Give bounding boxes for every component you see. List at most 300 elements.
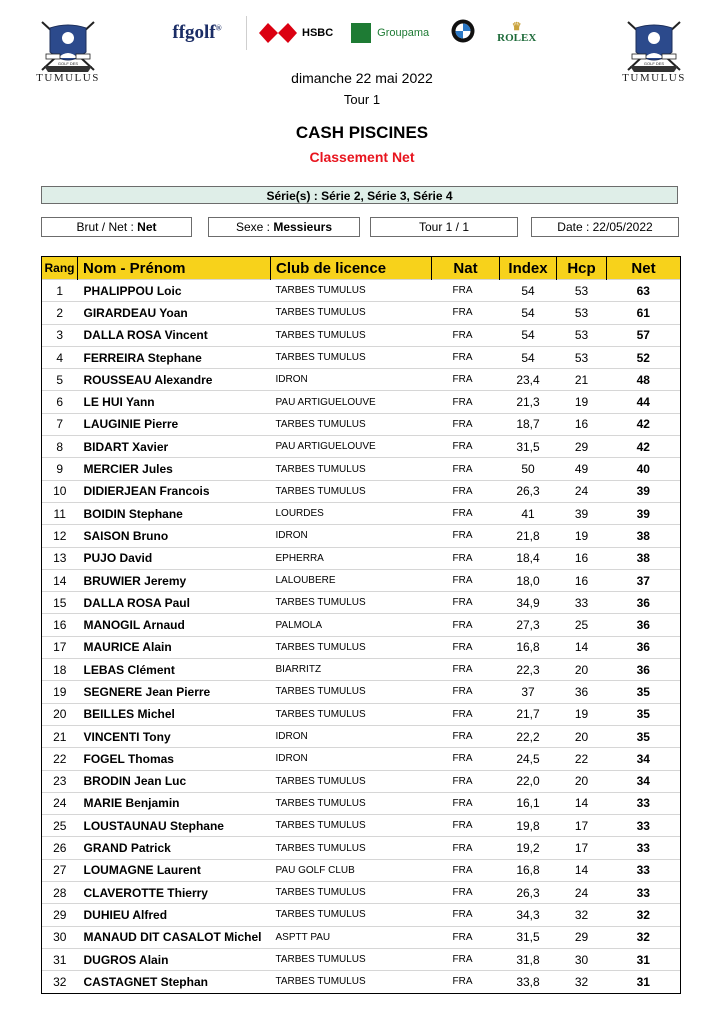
index-cell: 22,3 bbox=[500, 659, 557, 681]
player-name-cell: BOIDIN Stephane bbox=[78, 502, 271, 524]
club-cell: TARBES TUMULUS bbox=[271, 837, 432, 859]
club-cell: TARBES TUMULUS bbox=[271, 971, 432, 993]
handicap-cell: 14 bbox=[557, 636, 607, 658]
net-score-cell: 38 bbox=[607, 525, 681, 547]
table-body bbox=[42, 280, 681, 994]
club-logo-small-text: GOLF DES bbox=[643, 61, 665, 66]
rank-cell: 28 bbox=[42, 882, 78, 904]
rank-cell: 20 bbox=[42, 703, 78, 725]
index-cell: 54 bbox=[500, 302, 557, 324]
table-row bbox=[42, 837, 681, 859]
nationality-cell: FRA bbox=[432, 480, 500, 502]
event-date: dimanche 22 mai 2022 bbox=[291, 70, 433, 86]
nationality-cell: FRA bbox=[432, 346, 500, 368]
table-row bbox=[42, 681, 681, 703]
results-table bbox=[41, 256, 681, 994]
player-name-cell: LE HUI Yann bbox=[78, 391, 271, 413]
player-name-cell: FOGEL Thomas bbox=[78, 748, 271, 770]
club-cell: TARBES TUMULUS bbox=[271, 324, 432, 346]
player-name-cell: MANOGIL Arnaud bbox=[78, 614, 271, 636]
table-row bbox=[42, 391, 681, 413]
nationality-cell: FRA bbox=[432, 882, 500, 904]
table-row bbox=[42, 569, 681, 591]
club-cell: IDRON bbox=[271, 525, 432, 547]
handicap-cell: 53 bbox=[557, 324, 607, 346]
groupama-logo bbox=[351, 23, 429, 43]
net-score-cell: 31 bbox=[607, 971, 681, 993]
net-score-cell: 42 bbox=[607, 436, 681, 458]
net-score-cell: 33 bbox=[607, 859, 681, 881]
index-cell: 27,3 bbox=[500, 614, 557, 636]
rank-cell: 3 bbox=[42, 324, 78, 346]
nationality-cell: FRA bbox=[432, 748, 500, 770]
crown-icon: ♛ bbox=[511, 21, 522, 33]
net-score-cell: 33 bbox=[607, 882, 681, 904]
handicap-cell: 24 bbox=[557, 480, 607, 502]
col-header-nat: Nat bbox=[432, 257, 500, 280]
player-name-cell: DALLA ROSA Paul bbox=[78, 592, 271, 614]
net-score-cell: 34 bbox=[607, 770, 681, 792]
player-name-cell: MARIE Benjamin bbox=[78, 792, 271, 814]
club-cell: TARBES TUMULUS bbox=[271, 413, 432, 435]
club-cell: TARBES TUMULUS bbox=[271, 770, 432, 792]
series-banner: Série(s) : Série 2, Série 3, Série 4 bbox=[41, 186, 678, 204]
table-row bbox=[42, 636, 681, 658]
rank-cell: 1 bbox=[42, 280, 78, 302]
handicap-cell: 20 bbox=[557, 770, 607, 792]
nationality-cell: FRA bbox=[432, 926, 500, 948]
nationality-cell: FRA bbox=[432, 436, 500, 458]
index-cell: 31,5 bbox=[500, 926, 557, 948]
nationality-cell: FRA bbox=[432, 592, 500, 614]
net-score-cell: 44 bbox=[607, 391, 681, 413]
tour-box: Tour 1 / 1 bbox=[370, 217, 518, 237]
club-cell: TARBES TUMULUS bbox=[271, 681, 432, 703]
table-row bbox=[42, 458, 681, 480]
sexe-value: Messieurs bbox=[273, 220, 333, 234]
event-round: Tour 1 bbox=[343, 92, 381, 107]
nationality-cell: FRA bbox=[432, 725, 500, 747]
player-name-cell: DUHIEU Alfred bbox=[78, 904, 271, 926]
net-score-cell: 32 bbox=[607, 904, 681, 926]
nationality-cell: FRA bbox=[432, 815, 500, 837]
player-name-cell: SAISON Bruno bbox=[78, 525, 271, 547]
club-cell: TARBES TUMULUS bbox=[271, 948, 432, 970]
player-name-cell: BIDART Xavier bbox=[78, 436, 271, 458]
index-cell: 22,0 bbox=[500, 770, 557, 792]
net-score-cell: 36 bbox=[607, 614, 681, 636]
index-cell: 16,8 bbox=[500, 636, 557, 658]
nationality-cell: FRA bbox=[432, 859, 500, 881]
table-row bbox=[42, 859, 681, 881]
net-score-cell: 39 bbox=[607, 502, 681, 524]
nationality-cell: FRA bbox=[432, 458, 500, 480]
col-header-nom: Nom - Prénom bbox=[78, 257, 271, 280]
rank-cell: 8 bbox=[42, 436, 78, 458]
club-cell: PAU ARTIGUELOUVE bbox=[271, 391, 432, 413]
handicap-cell: 25 bbox=[557, 614, 607, 636]
nationality-cell: FRA bbox=[432, 837, 500, 859]
index-cell: 50 bbox=[500, 458, 557, 480]
net-score-cell: 35 bbox=[607, 725, 681, 747]
rank-cell: 6 bbox=[42, 391, 78, 413]
net-score-cell: 61 bbox=[607, 302, 681, 324]
table-row bbox=[42, 725, 681, 747]
nationality-cell: FRA bbox=[432, 948, 500, 970]
table-row bbox=[42, 703, 681, 725]
golf-crest-icon bbox=[36, 18, 100, 74]
handicap-cell: 49 bbox=[557, 458, 607, 480]
table-row bbox=[42, 592, 681, 614]
table-row bbox=[42, 369, 681, 391]
club-cell: TARBES TUMULUS bbox=[271, 346, 432, 368]
player-name-cell: PUJO David bbox=[78, 547, 271, 569]
handicap-cell: 32 bbox=[557, 904, 607, 926]
table-row bbox=[42, 480, 681, 502]
handicap-cell: 32 bbox=[557, 971, 607, 993]
net-score-cell: 36 bbox=[607, 636, 681, 658]
handicap-cell: 21 bbox=[557, 369, 607, 391]
date-box: Date : 22/05/2022 bbox=[531, 217, 679, 237]
player-name-cell: PHALIPPOU Loic bbox=[78, 280, 271, 302]
club-cell: TARBES TUMULUS bbox=[271, 636, 432, 658]
nationality-cell: FRA bbox=[432, 636, 500, 658]
net-score-cell: 38 bbox=[607, 547, 681, 569]
club-cell: LOURDES bbox=[271, 502, 432, 524]
groupama-square-icon bbox=[351, 23, 371, 43]
club-name: TUMULUS bbox=[622, 72, 686, 84]
index-cell: 54 bbox=[500, 346, 557, 368]
rank-cell: 2 bbox=[42, 302, 78, 324]
table-row bbox=[42, 904, 681, 926]
net-score-cell: 33 bbox=[607, 837, 681, 859]
player-name-cell: FERREIRA Stephane bbox=[78, 346, 271, 368]
index-cell: 19,2 bbox=[500, 837, 557, 859]
nationality-cell: FRA bbox=[432, 569, 500, 591]
net-score-cell: 52 bbox=[607, 346, 681, 368]
hsbc-hexagon-icon bbox=[259, 23, 297, 43]
index-cell: 34,3 bbox=[500, 904, 557, 926]
club-cell: TARBES TUMULUS bbox=[271, 904, 432, 926]
index-cell: 18,0 bbox=[500, 569, 557, 591]
player-name-cell: MAURICE Alain bbox=[78, 636, 271, 658]
index-cell: 21,8 bbox=[500, 525, 557, 547]
rank-cell: 24 bbox=[42, 792, 78, 814]
nationality-cell: FRA bbox=[432, 502, 500, 524]
player-name-cell: BRUWIER Jeremy bbox=[78, 569, 271, 591]
handicap-cell: 33 bbox=[557, 592, 607, 614]
index-cell: 18,7 bbox=[500, 413, 557, 435]
handicap-cell: 19 bbox=[557, 391, 607, 413]
index-cell: 54 bbox=[500, 280, 557, 302]
index-cell: 37 bbox=[500, 681, 557, 703]
table-row bbox=[42, 882, 681, 904]
nationality-cell: FRA bbox=[432, 904, 500, 926]
index-cell: 22,2 bbox=[500, 725, 557, 747]
rank-cell: 22 bbox=[42, 748, 78, 770]
player-name-cell: LAUGINIE Pierre bbox=[78, 413, 271, 435]
table-row bbox=[42, 502, 681, 524]
player-name-cell: SEGNERE Jean Pierre bbox=[78, 681, 271, 703]
rank-cell: 26 bbox=[42, 837, 78, 859]
handicap-cell: 19 bbox=[557, 703, 607, 725]
index-cell: 18,4 bbox=[500, 547, 557, 569]
player-name-cell: LEBAS Clément bbox=[78, 659, 271, 681]
player-name-cell: GIRARDEAU Yoan bbox=[78, 302, 271, 324]
table-row bbox=[42, 770, 681, 792]
player-name-cell: CASTAGNET Stephan bbox=[78, 971, 271, 993]
nationality-cell: FRA bbox=[432, 302, 500, 324]
handicap-cell: 16 bbox=[557, 569, 607, 591]
handicap-cell: 20 bbox=[557, 725, 607, 747]
nationality-cell: FRA bbox=[432, 280, 500, 302]
index-cell: 23,4 bbox=[500, 369, 557, 391]
player-name-cell: MERCIER Jules bbox=[78, 458, 271, 480]
net-score-cell: 57 bbox=[607, 324, 681, 346]
rank-cell: 25 bbox=[42, 815, 78, 837]
sexe-box bbox=[208, 217, 360, 237]
handicap-cell: 16 bbox=[557, 413, 607, 435]
rank-cell: 17 bbox=[42, 636, 78, 658]
net-score-cell: 39 bbox=[607, 480, 681, 502]
club-cell: BIARRITZ bbox=[271, 659, 432, 681]
handicap-cell: 36 bbox=[557, 681, 607, 703]
rank-cell: 12 bbox=[42, 525, 78, 547]
table-row bbox=[42, 525, 681, 547]
index-cell: 24,5 bbox=[500, 748, 557, 770]
rank-cell: 21 bbox=[42, 725, 78, 747]
net-score-cell: 33 bbox=[607, 792, 681, 814]
brut-net-label: Brut / Net : bbox=[76, 220, 134, 234]
net-score-cell: 35 bbox=[607, 703, 681, 725]
player-name-cell: DALLA ROSA Vincent bbox=[78, 324, 271, 346]
rank-cell: 31 bbox=[42, 948, 78, 970]
col-header-rang: Rang bbox=[42, 257, 78, 280]
net-score-cell: 42 bbox=[607, 413, 681, 435]
handicap-cell: 22 bbox=[557, 748, 607, 770]
table-row bbox=[42, 346, 681, 368]
handicap-cell: 19 bbox=[557, 525, 607, 547]
index-cell: 21,7 bbox=[500, 703, 557, 725]
rank-cell: 27 bbox=[42, 859, 78, 881]
handicap-cell: 14 bbox=[557, 792, 607, 814]
rank-cell: 29 bbox=[42, 904, 78, 926]
index-cell: 16,1 bbox=[500, 792, 557, 814]
nationality-cell: FRA bbox=[432, 770, 500, 792]
table-row bbox=[42, 926, 681, 948]
rank-cell: 16 bbox=[42, 614, 78, 636]
club-cell: PAU GOLF CLUB bbox=[271, 859, 432, 881]
club-cell: TARBES TUMULUS bbox=[271, 792, 432, 814]
handicap-cell: 30 bbox=[557, 948, 607, 970]
bmw-roundel-icon bbox=[451, 19, 475, 43]
player-name-cell: ROUSSEAU Alexandre bbox=[78, 369, 271, 391]
table-row bbox=[42, 324, 681, 346]
player-name-cell: VINCENTI Tony bbox=[78, 725, 271, 747]
club-cell: IDRON bbox=[271, 725, 432, 747]
table-header-row bbox=[42, 257, 681, 280]
hsbc-logo bbox=[259, 23, 333, 43]
handicap-cell: 17 bbox=[557, 815, 607, 837]
golf-crest-icon bbox=[622, 18, 686, 74]
club-cell: IDRON bbox=[271, 748, 432, 770]
club-cell: TARBES TUMULUS bbox=[271, 815, 432, 837]
nationality-cell: FRA bbox=[432, 547, 500, 569]
net-score-cell: 36 bbox=[607, 659, 681, 681]
nationality-cell: FRA bbox=[432, 525, 500, 547]
handicap-cell: 39 bbox=[557, 502, 607, 524]
rank-cell: 30 bbox=[42, 926, 78, 948]
table-row bbox=[42, 614, 681, 636]
net-score-cell: 48 bbox=[607, 369, 681, 391]
index-cell: 54 bbox=[500, 324, 557, 346]
player-name-cell: DUGROS Alain bbox=[78, 948, 271, 970]
net-score-cell: 63 bbox=[607, 280, 681, 302]
club-cell: TARBES TUMULUS bbox=[271, 458, 432, 480]
table-row bbox=[42, 659, 681, 681]
index-cell: 26,3 bbox=[500, 480, 557, 502]
brut-net-value: Net bbox=[137, 220, 157, 234]
player-name-cell: GRAND Patrick bbox=[78, 837, 271, 859]
rank-cell: 11 bbox=[42, 502, 78, 524]
nationality-cell: FRA bbox=[432, 391, 500, 413]
table-row bbox=[42, 547, 681, 569]
table-row bbox=[42, 302, 681, 324]
handicap-cell: 29 bbox=[557, 926, 607, 948]
net-score-cell: 33 bbox=[607, 815, 681, 837]
index-cell: 26,3 bbox=[500, 882, 557, 904]
nationality-cell: FRA bbox=[432, 369, 500, 391]
handicap-cell: 53 bbox=[557, 280, 607, 302]
rank-cell: 5 bbox=[42, 369, 78, 391]
rank-cell: 19 bbox=[42, 681, 78, 703]
rank-cell: 7 bbox=[42, 413, 78, 435]
rank-cell: 15 bbox=[42, 592, 78, 614]
sponsor-divider bbox=[246, 16, 247, 50]
rolex-logo bbox=[497, 22, 536, 44]
player-name-cell: DIDIERJEAN Francois bbox=[78, 480, 271, 502]
rank-cell: 14 bbox=[42, 569, 78, 591]
col-header-index: Index bbox=[500, 257, 557, 280]
table-row bbox=[42, 436, 681, 458]
col-header-net: Net bbox=[607, 257, 681, 280]
club-cell: ASPTT PAU bbox=[271, 926, 432, 948]
nationality-cell: FRA bbox=[432, 659, 500, 681]
handicap-cell: 24 bbox=[557, 882, 607, 904]
index-cell: 33,8 bbox=[500, 971, 557, 993]
rank-cell: 9 bbox=[42, 458, 78, 480]
rank-cell: 23 bbox=[42, 770, 78, 792]
table-row bbox=[42, 748, 681, 770]
net-score-cell: 32 bbox=[607, 926, 681, 948]
index-cell: 34,9 bbox=[500, 592, 557, 614]
rank-cell: 4 bbox=[42, 346, 78, 368]
player-name-cell: BEILLES Michel bbox=[78, 703, 271, 725]
player-name-cell: LOUMAGNE Laurent bbox=[78, 859, 271, 881]
index-cell: 31,8 bbox=[500, 948, 557, 970]
rank-cell: 10 bbox=[42, 480, 78, 502]
club-cell: PAU ARTIGUELOUVE bbox=[271, 436, 432, 458]
table-row bbox=[42, 280, 681, 302]
net-score-cell: 34 bbox=[607, 748, 681, 770]
player-name-cell: LOUSTAUNAU Stephane bbox=[78, 815, 271, 837]
club-cell: TARBES TUMULUS bbox=[271, 480, 432, 502]
rank-cell: 18 bbox=[42, 659, 78, 681]
ffgolf-text: ffgolf bbox=[172, 22, 216, 43]
index-cell: 16,8 bbox=[500, 859, 557, 881]
handicap-cell: 17 bbox=[557, 837, 607, 859]
club-cell: PALMOLA bbox=[271, 614, 432, 636]
handicap-cell: 53 bbox=[557, 346, 607, 368]
net-score-cell: 40 bbox=[607, 458, 681, 480]
net-score-cell: 37 bbox=[607, 569, 681, 591]
player-name-cell: MANAUD DIT CASALOT Michel bbox=[78, 926, 271, 948]
ffgolf-logo: ffgolf® bbox=[172, 22, 222, 43]
nationality-cell: FRA bbox=[432, 413, 500, 435]
club-name: TUMULUS bbox=[36, 72, 100, 84]
nationality-cell: FRA bbox=[432, 703, 500, 725]
club-logo-small-text: GOLF DES bbox=[57, 61, 79, 66]
brut-net-box bbox=[41, 217, 192, 237]
net-score-cell: 31 bbox=[607, 948, 681, 970]
nationality-cell: FRA bbox=[432, 971, 500, 993]
handicap-cell: 16 bbox=[557, 547, 607, 569]
net-score-cell: 36 bbox=[607, 592, 681, 614]
club-cell: TARBES TUMULUS bbox=[271, 302, 432, 324]
rank-cell: 13 bbox=[42, 547, 78, 569]
table-row bbox=[42, 815, 681, 837]
club-cell: LALOUBERE bbox=[271, 569, 432, 591]
nationality-cell: FRA bbox=[432, 614, 500, 636]
sponsor-bar bbox=[150, 10, 578, 56]
handicap-cell: 29 bbox=[557, 436, 607, 458]
col-header-club: Club de licence bbox=[271, 257, 432, 280]
index-cell: 31,5 bbox=[500, 436, 557, 458]
table-row bbox=[42, 971, 681, 993]
net-score-cell: 35 bbox=[607, 681, 681, 703]
player-name-cell: BRODIN Jean Luc bbox=[78, 770, 271, 792]
rolex-text: ROLEX bbox=[497, 32, 537, 44]
index-cell: 19,8 bbox=[500, 815, 557, 837]
club-cell: TARBES TUMULUS bbox=[271, 882, 432, 904]
col-header-hcp: Hcp bbox=[557, 257, 607, 280]
player-name-cell: CLAVEROTTE Thierry bbox=[78, 882, 271, 904]
club-cell: TARBES TUMULUS bbox=[271, 592, 432, 614]
handicap-cell: 14 bbox=[557, 859, 607, 881]
nationality-cell: FRA bbox=[432, 324, 500, 346]
table-row bbox=[42, 792, 681, 814]
index-cell: 41 bbox=[500, 502, 557, 524]
club-cell: IDRON bbox=[271, 369, 432, 391]
nationality-cell: FRA bbox=[432, 792, 500, 814]
handicap-cell: 53 bbox=[557, 302, 607, 324]
page-subtitle: Classement Net bbox=[309, 149, 415, 165]
nationality-cell: FRA bbox=[432, 681, 500, 703]
club-cell: TARBES TUMULUS bbox=[271, 703, 432, 725]
groupama-text: Groupama bbox=[377, 27, 430, 39]
bmw-logo bbox=[451, 19, 475, 48]
hsbc-text: HSBC bbox=[302, 27, 334, 39]
club-cell: TARBES TUMULUS bbox=[271, 280, 432, 302]
handicap-cell: 20 bbox=[557, 659, 607, 681]
index-cell: 21,3 bbox=[500, 391, 557, 413]
club-cell: EPHERRA bbox=[271, 547, 432, 569]
page-title: CASH PISCINES bbox=[295, 123, 429, 142]
table-row bbox=[42, 413, 681, 435]
table-row bbox=[42, 948, 681, 970]
rank-cell: 32 bbox=[42, 971, 78, 993]
sexe-label: Sexe : bbox=[235, 220, 270, 234]
